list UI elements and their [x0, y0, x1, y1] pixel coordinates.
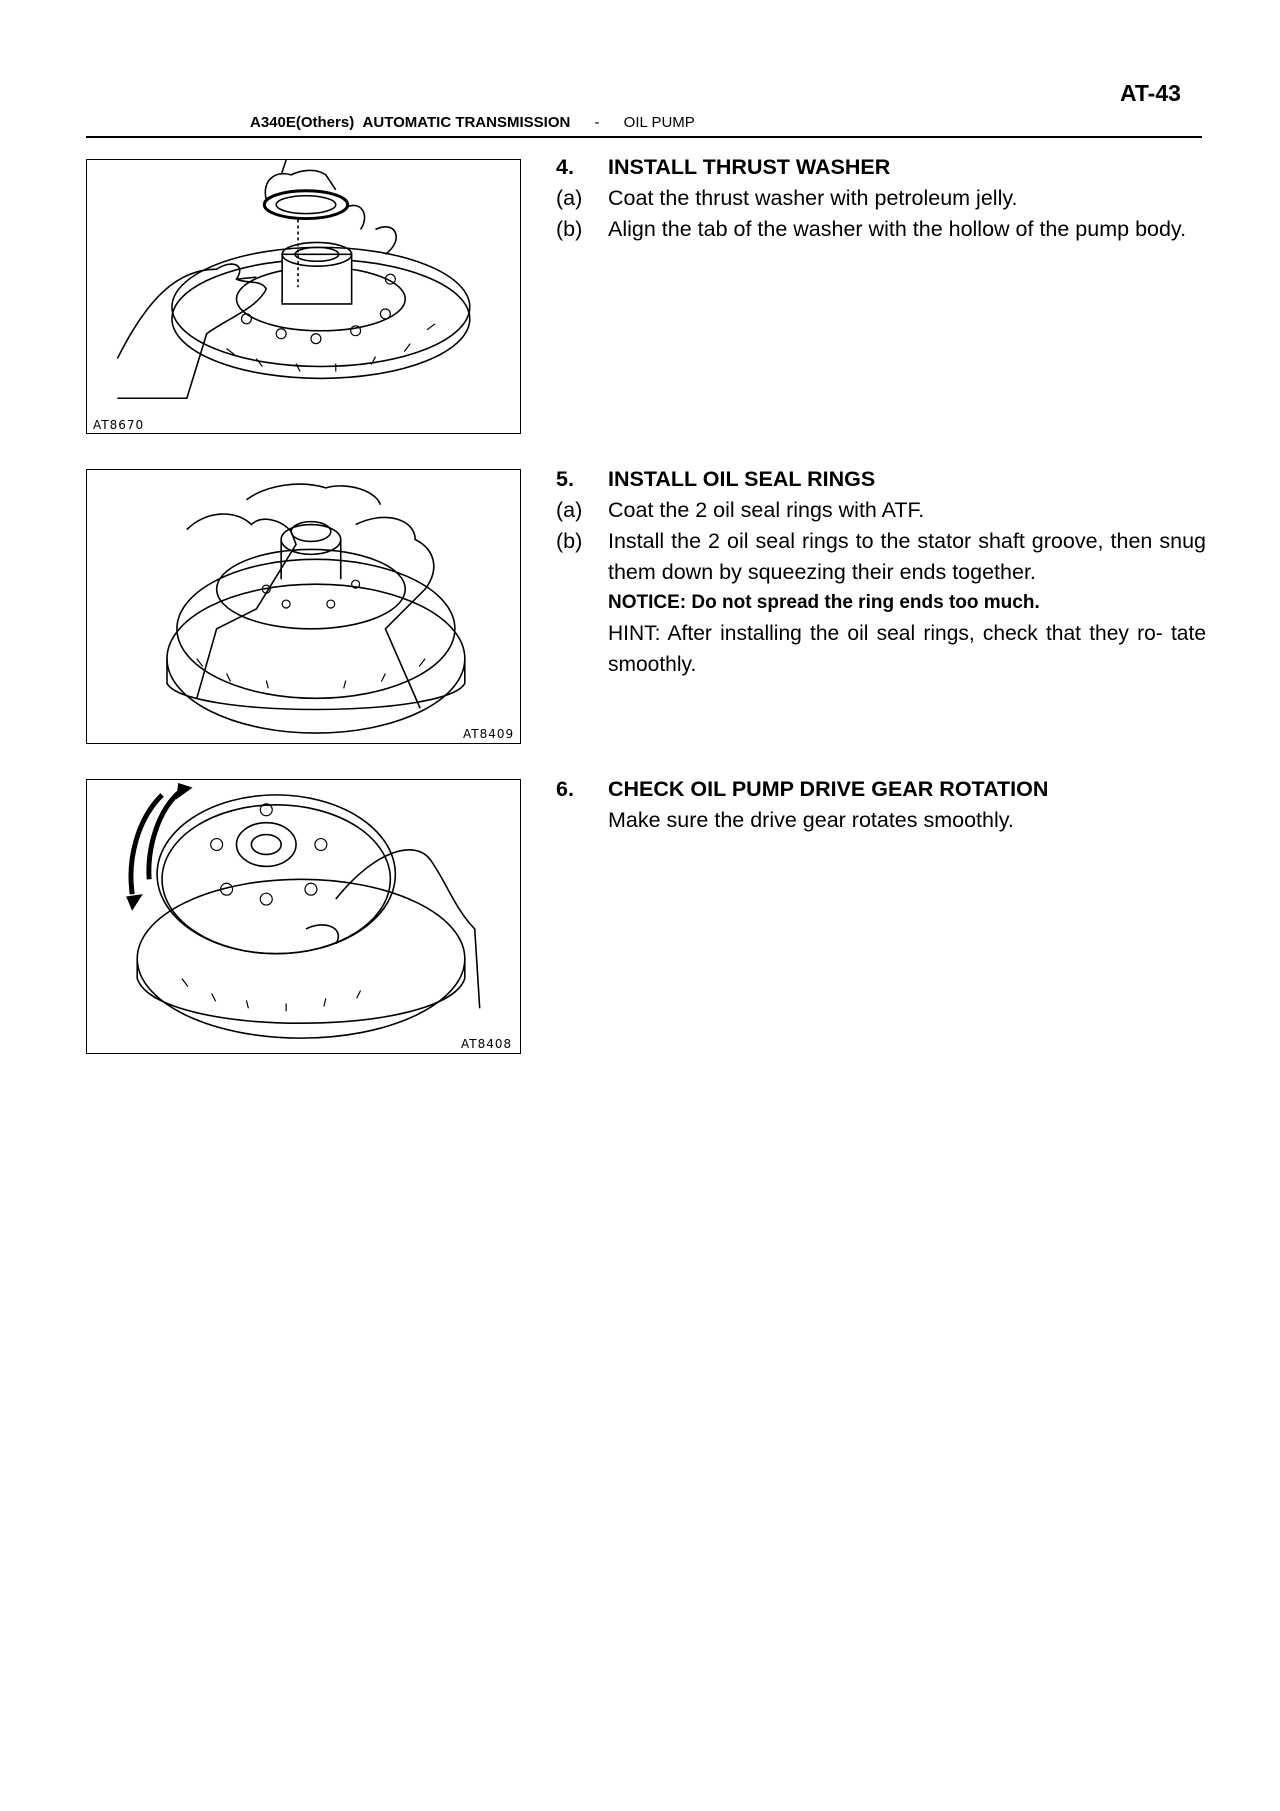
header-rule: [86, 136, 1202, 138]
item-marker: (a): [556, 186, 583, 210]
drive-gear-rotation-illustration: [87, 780, 520, 1053]
thrust-washer-illustration: [87, 160, 520, 433]
oil-seal-rings-illustration: [87, 470, 520, 743]
item-marker: (b): [556, 217, 583, 241]
hint-text: HINT: After installing the oil seal rings, check that they ro- tate smoothly.: [608, 622, 1206, 676]
header-model: A340E(Others): [250, 114, 355, 131]
figure-label: AT8670: [93, 418, 145, 432]
notice-text: NOTICE: Do not spread the ring ends too much.: [608, 592, 1040, 613]
step-number: 6.: [556, 777, 574, 801]
step-title: CHECK OIL PUMP DRIVE GEAR ROTATION: [608, 777, 1049, 801]
header-section: OIL PUMP: [623, 114, 695, 131]
running-header: [250, 114, 695, 131]
item-text: Coat the 2 oil seal rings with ATF.: [608, 498, 925, 522]
step-6: [556, 774, 1206, 836]
item-text: Install the 2 oil seal rings to the stator shaft groove, then snug them down by squeezing their ends together.: [608, 529, 1206, 584]
item-text: Align the tab of the washer with the hollow of the pump body.: [608, 217, 1187, 241]
page-number: AT-43: [1120, 80, 1181, 106]
step-number: 5.: [556, 467, 574, 491]
header-separator: -: [594, 114, 600, 131]
step-5: [556, 464, 1206, 680]
figure-drive-gear-rotation: [86, 779, 521, 1054]
step-number: 4.: [556, 155, 574, 179]
item-marker: (a): [556, 498, 583, 522]
item-marker: (b): [556, 529, 583, 553]
step-4: [556, 152, 1206, 245]
figure-label: AT8409: [463, 727, 515, 741]
header-title: AUTOMATIC TRANSMISSION: [362, 114, 571, 131]
item-text: Coat the thrust washer with petroleum jelly.: [608, 186, 1018, 210]
figure-thrust-washer: [86, 159, 521, 434]
figure-label: AT8408: [461, 1037, 513, 1051]
figure-oil-seal-rings: [86, 469, 521, 744]
step-title: INSTALL THRUST WASHER: [608, 155, 891, 179]
step-body: Make sure the drive gear rotates smoothly.: [608, 808, 1014, 832]
step-title: INSTALL OIL SEAL RINGS: [608, 467, 876, 491]
